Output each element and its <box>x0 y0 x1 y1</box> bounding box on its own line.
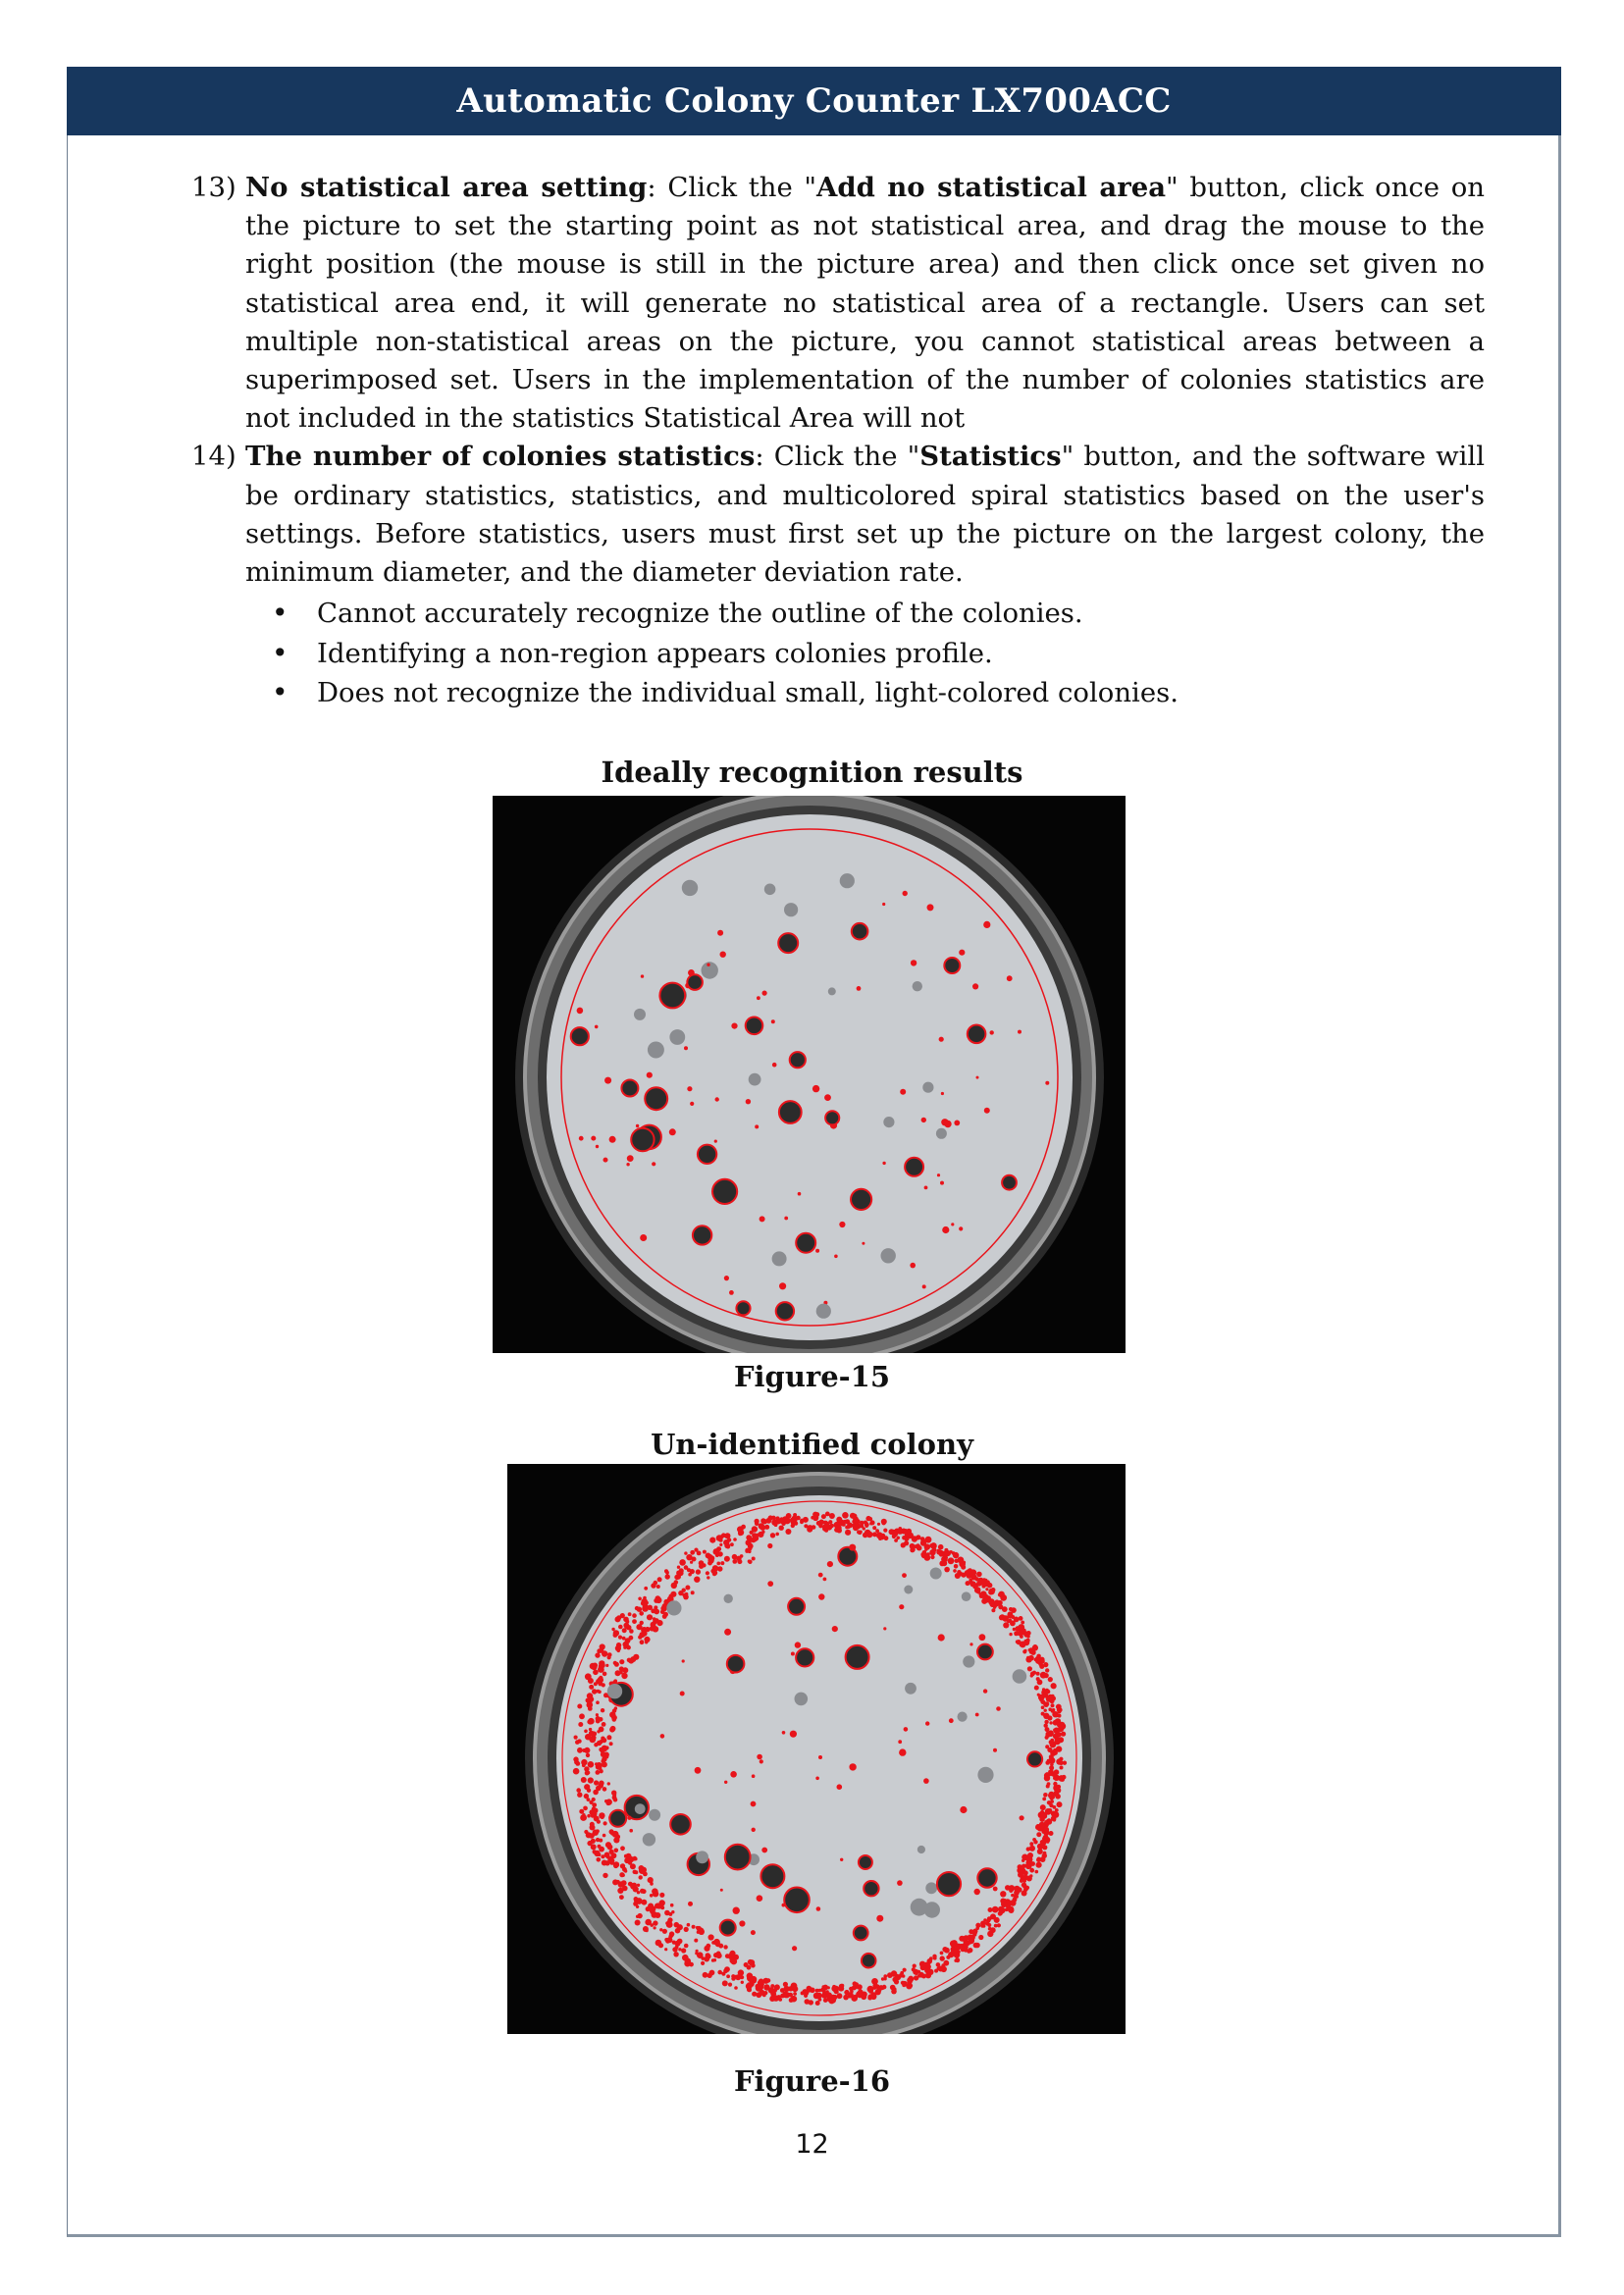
bullet-list <box>272 594 1485 713</box>
page-header <box>67 67 1561 135</box>
petri-dish-ideal-image <box>493 796 1126 1353</box>
figure-15-image <box>493 796 1126 1353</box>
bullet-item: • Cannot accurately recognize the outline of the colonies. <box>272 594 1485 634</box>
bullet-item: • Identifying a non-region appears colonies profile. <box>272 634 1485 674</box>
instruction-item-14 <box>191 438 1485 592</box>
main-content <box>191 169 1485 713</box>
item-number: 14) <box>191 441 236 473</box>
figure-16-caption: Figure-16 <box>733 2064 891 2098</box>
petri-dish-unidentified-image <box>507 1464 1126 2034</box>
item-text: " button, click once on the picture to set the starting point as not statistical area, and drag the mouse to the right position (the mouse is still in the picture area) and then click once set given no statistical area end, it will generate no statistical area of a rectangle. Users can set multiple non-statistical areas on the picture, you cannot statistical areas between a superimposed set. Users in the implementation of the number of colonies statistics are not included in the statistics Statistical Area will not <box>245 172 1486 435</box>
button-reference: Add no statistical area <box>816 172 1167 203</box>
item-text: : Click the " <box>755 441 920 473</box>
item-lead: The number of colonies statistics <box>245 441 756 473</box>
figure-15-caption: Figure-15 <box>733 1360 891 1393</box>
figure-16-image <box>507 1464 1126 2034</box>
item-text: " button, and the software will be ordinary statistics, statistics, and multicolored spiral statistics based on the user's settings. Before statistics, users must first set up the picture on the largest colony, the minimum diameter, and the diameter deviation rate. <box>245 441 1485 589</box>
bullet-item: • Does not recognize the individual small, light-colored colonies. <box>272 673 1485 713</box>
item-number: 13) <box>191 172 236 203</box>
instruction-item-13 <box>191 169 1485 438</box>
header-title: Automatic Colony Counter LX700ACC <box>456 81 1172 121</box>
item-text: : Click the " <box>647 172 817 203</box>
button-reference: Statistics <box>919 441 1062 473</box>
figure-16-title: Un-identified colony <box>651 1428 973 1461</box>
item-lead: No statistical area setting <box>245 172 648 203</box>
page-number: 12 <box>795 2129 829 2160</box>
figure-15-title: Ideally recognition results <box>601 756 1023 789</box>
